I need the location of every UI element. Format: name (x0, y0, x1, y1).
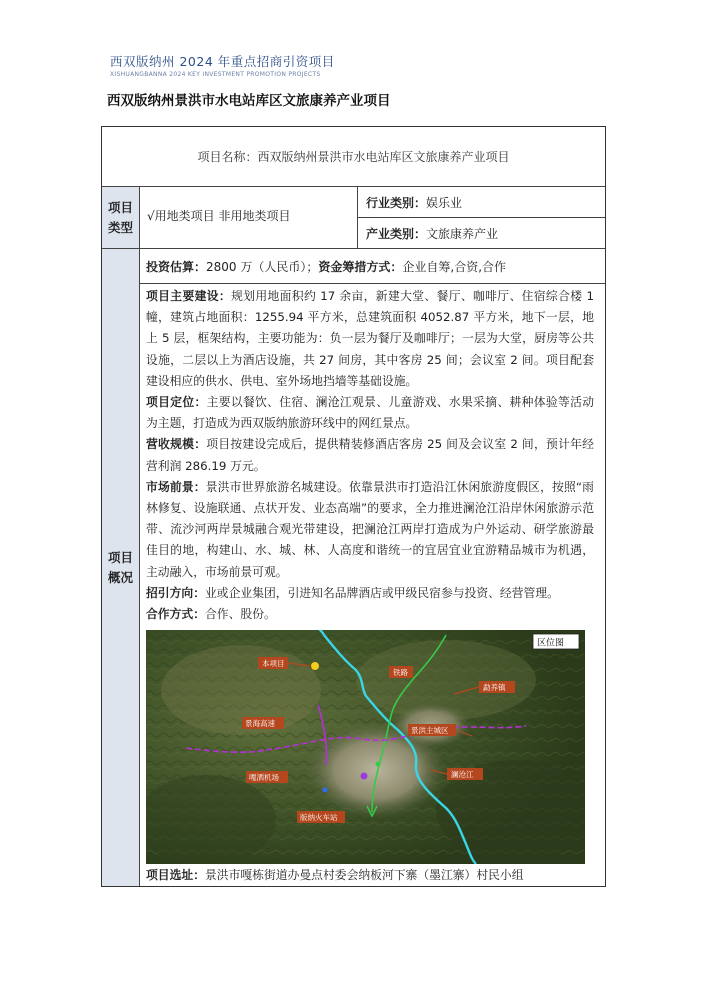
project-address (146, 866, 524, 883)
label-railway-text: 铁路 (393, 668, 408, 677)
funding-value: 企业自筹,合资,合作 (402, 260, 507, 274)
label-mengyang-text: 勐养镇 (483, 683, 506, 692)
station-dot (323, 788, 328, 793)
market-value: 景洪市世界旅游名城建设。依靠景洪市打造沿江休闲旅游度假区，按照“雨林修复、设施联通、点状开发、业态高端”的要求，全力推进澜沧江沿岸休闲旅游示范带、流沙河两岸景城融合观光带建设，把澜沧江两岸打造成为户外运动、研学旅游最佳目的地，构建山、水、城、林、人高度和谐统一的宜居宜业宜游精品城市为机遇，主动融入，市场前景可观。 (146, 479, 594, 579)
industry-type-value: 文旅康养产业 (426, 227, 499, 241)
overview-label (102, 249, 139, 886)
overview-content (146, 286, 594, 625)
industry-type (366, 225, 498, 242)
coop-value: 合作、股份。 (205, 607, 276, 622)
label-project-text: 本项目 (262, 659, 285, 668)
recruit-label: 招引方向： (146, 585, 205, 600)
city-dot (376, 762, 381, 767)
type-label (102, 187, 139, 248)
col-divider (357, 186, 358, 248)
address-value: 景洪市嘎栋街道办曼点村委会纳板河下寨（墨江寨）村民小组 (205, 868, 524, 882)
label-station-text: 版纳火车站 (300, 813, 338, 822)
industry-category-label: 行业类别： (366, 196, 427, 210)
project-name: 项目名称：西双版纳州景洪市水电站库区文旅康养产业项目 (197, 150, 510, 164)
funding-label: 资金筹措方式： (318, 260, 403, 274)
industry-category-value: 娱乐业 (426, 196, 463, 210)
project-table (101, 126, 606, 887)
label-lancang-text: 澜沧江 (451, 770, 474, 779)
label-jinghong-text: 景洪主城区 (411, 726, 449, 735)
row-divider (102, 248, 605, 249)
map-title: 区位图 (537, 638, 565, 649)
positioning-paragraph (146, 392, 594, 434)
header-subtitle: XISHUANGBANNA 2024 KEY INVESTMENT PROMOTION PROJECTS (110, 71, 321, 78)
overview-label-line1: 项目 (107, 549, 133, 565)
construction-paragraph (146, 286, 594, 392)
construction-label: 项目主要建设： (146, 289, 232, 303)
row-divider (357, 217, 605, 218)
type-label-line1: 项目 (107, 199, 133, 215)
investment-value: 2800 万（人民币）； (206, 260, 319, 274)
location-map-svg (146, 630, 585, 864)
location-map (146, 630, 585, 864)
project-location-dot (311, 662, 319, 670)
positioning-label: 项目定位： (146, 395, 207, 410)
industry-type-label: 产业类别： (366, 227, 427, 241)
revenue-value: 项目按建设完成后，提供精装修酒店客房 25 间及会议室 2 间，预计年经营利润 286.19 万元。 (146, 437, 594, 473)
investment-row (146, 258, 506, 275)
market-label: 市场前景： (146, 479, 206, 494)
document-title: 西双版纳州景洪市水电站库区文旅康养产业项目 (107, 93, 391, 109)
recruit-paragraph (146, 583, 594, 604)
header-title: 西双版纳州 2024 年重点招商引资项目 (110, 54, 335, 69)
coop-label: 合作方式： (146, 607, 205, 622)
address-label: 项目选址： (146, 868, 205, 882)
page-header (110, 52, 335, 78)
label-jinghai (242, 717, 284, 729)
overview-label-line2: 概况 (107, 569, 133, 585)
industry-category (366, 194, 462, 211)
col-divider (139, 186, 140, 886)
coop-paragraph (146, 604, 594, 625)
label-jinghai-text: 景海高速 (245, 719, 275, 728)
airport-dot (361, 773, 368, 780)
label-airport-text: 嘎洒机场 (249, 773, 279, 782)
label-railway (389, 666, 413, 678)
market-paragraph (146, 477, 594, 583)
construction-value: 规划用地面积约 17 余亩，新建大堂、餐厅、咖啡厅、住宿综合楼 1 幢，建筑占地面积：1255.94 平方米，总建筑面积 4052.87 平方米，地下一层，地上 5 层，框架结构，主要功能为：负一层为餐厅及咖啡厅；一层为大堂，厨房等公共设施，二层以上为酒店设施，共 27 间房，其中客房 25 间；会议室 2 间。项目配套建设相应的供水、供电、室外场地挡墙等基础设施。 (146, 289, 594, 388)
investment-label: 投资估算： (146, 260, 207, 274)
row-divider (102, 186, 605, 187)
positioning-value: 主要以餐饮、住宿、澜沧江观景、儿童游戏、水果采摘、耕种体验等活动为主题，打造成为西双版纳旅游环线中的网红景点。 (146, 395, 594, 431)
revenue-paragraph (146, 434, 594, 476)
recruit-value: 业或企业集团，引进知名品牌酒店或甲级民宿参与投资、经营管理。 (205, 585, 559, 600)
project-type-value: √用地类项目 非用地类项目 (147, 209, 291, 223)
label-airport (246, 771, 288, 783)
row-divider (140, 283, 605, 284)
type-label-line2: 类型 (107, 219, 133, 235)
revenue-label: 营收规模： (146, 437, 207, 452)
map-title-box (533, 634, 579, 649)
label-station (297, 811, 345, 823)
